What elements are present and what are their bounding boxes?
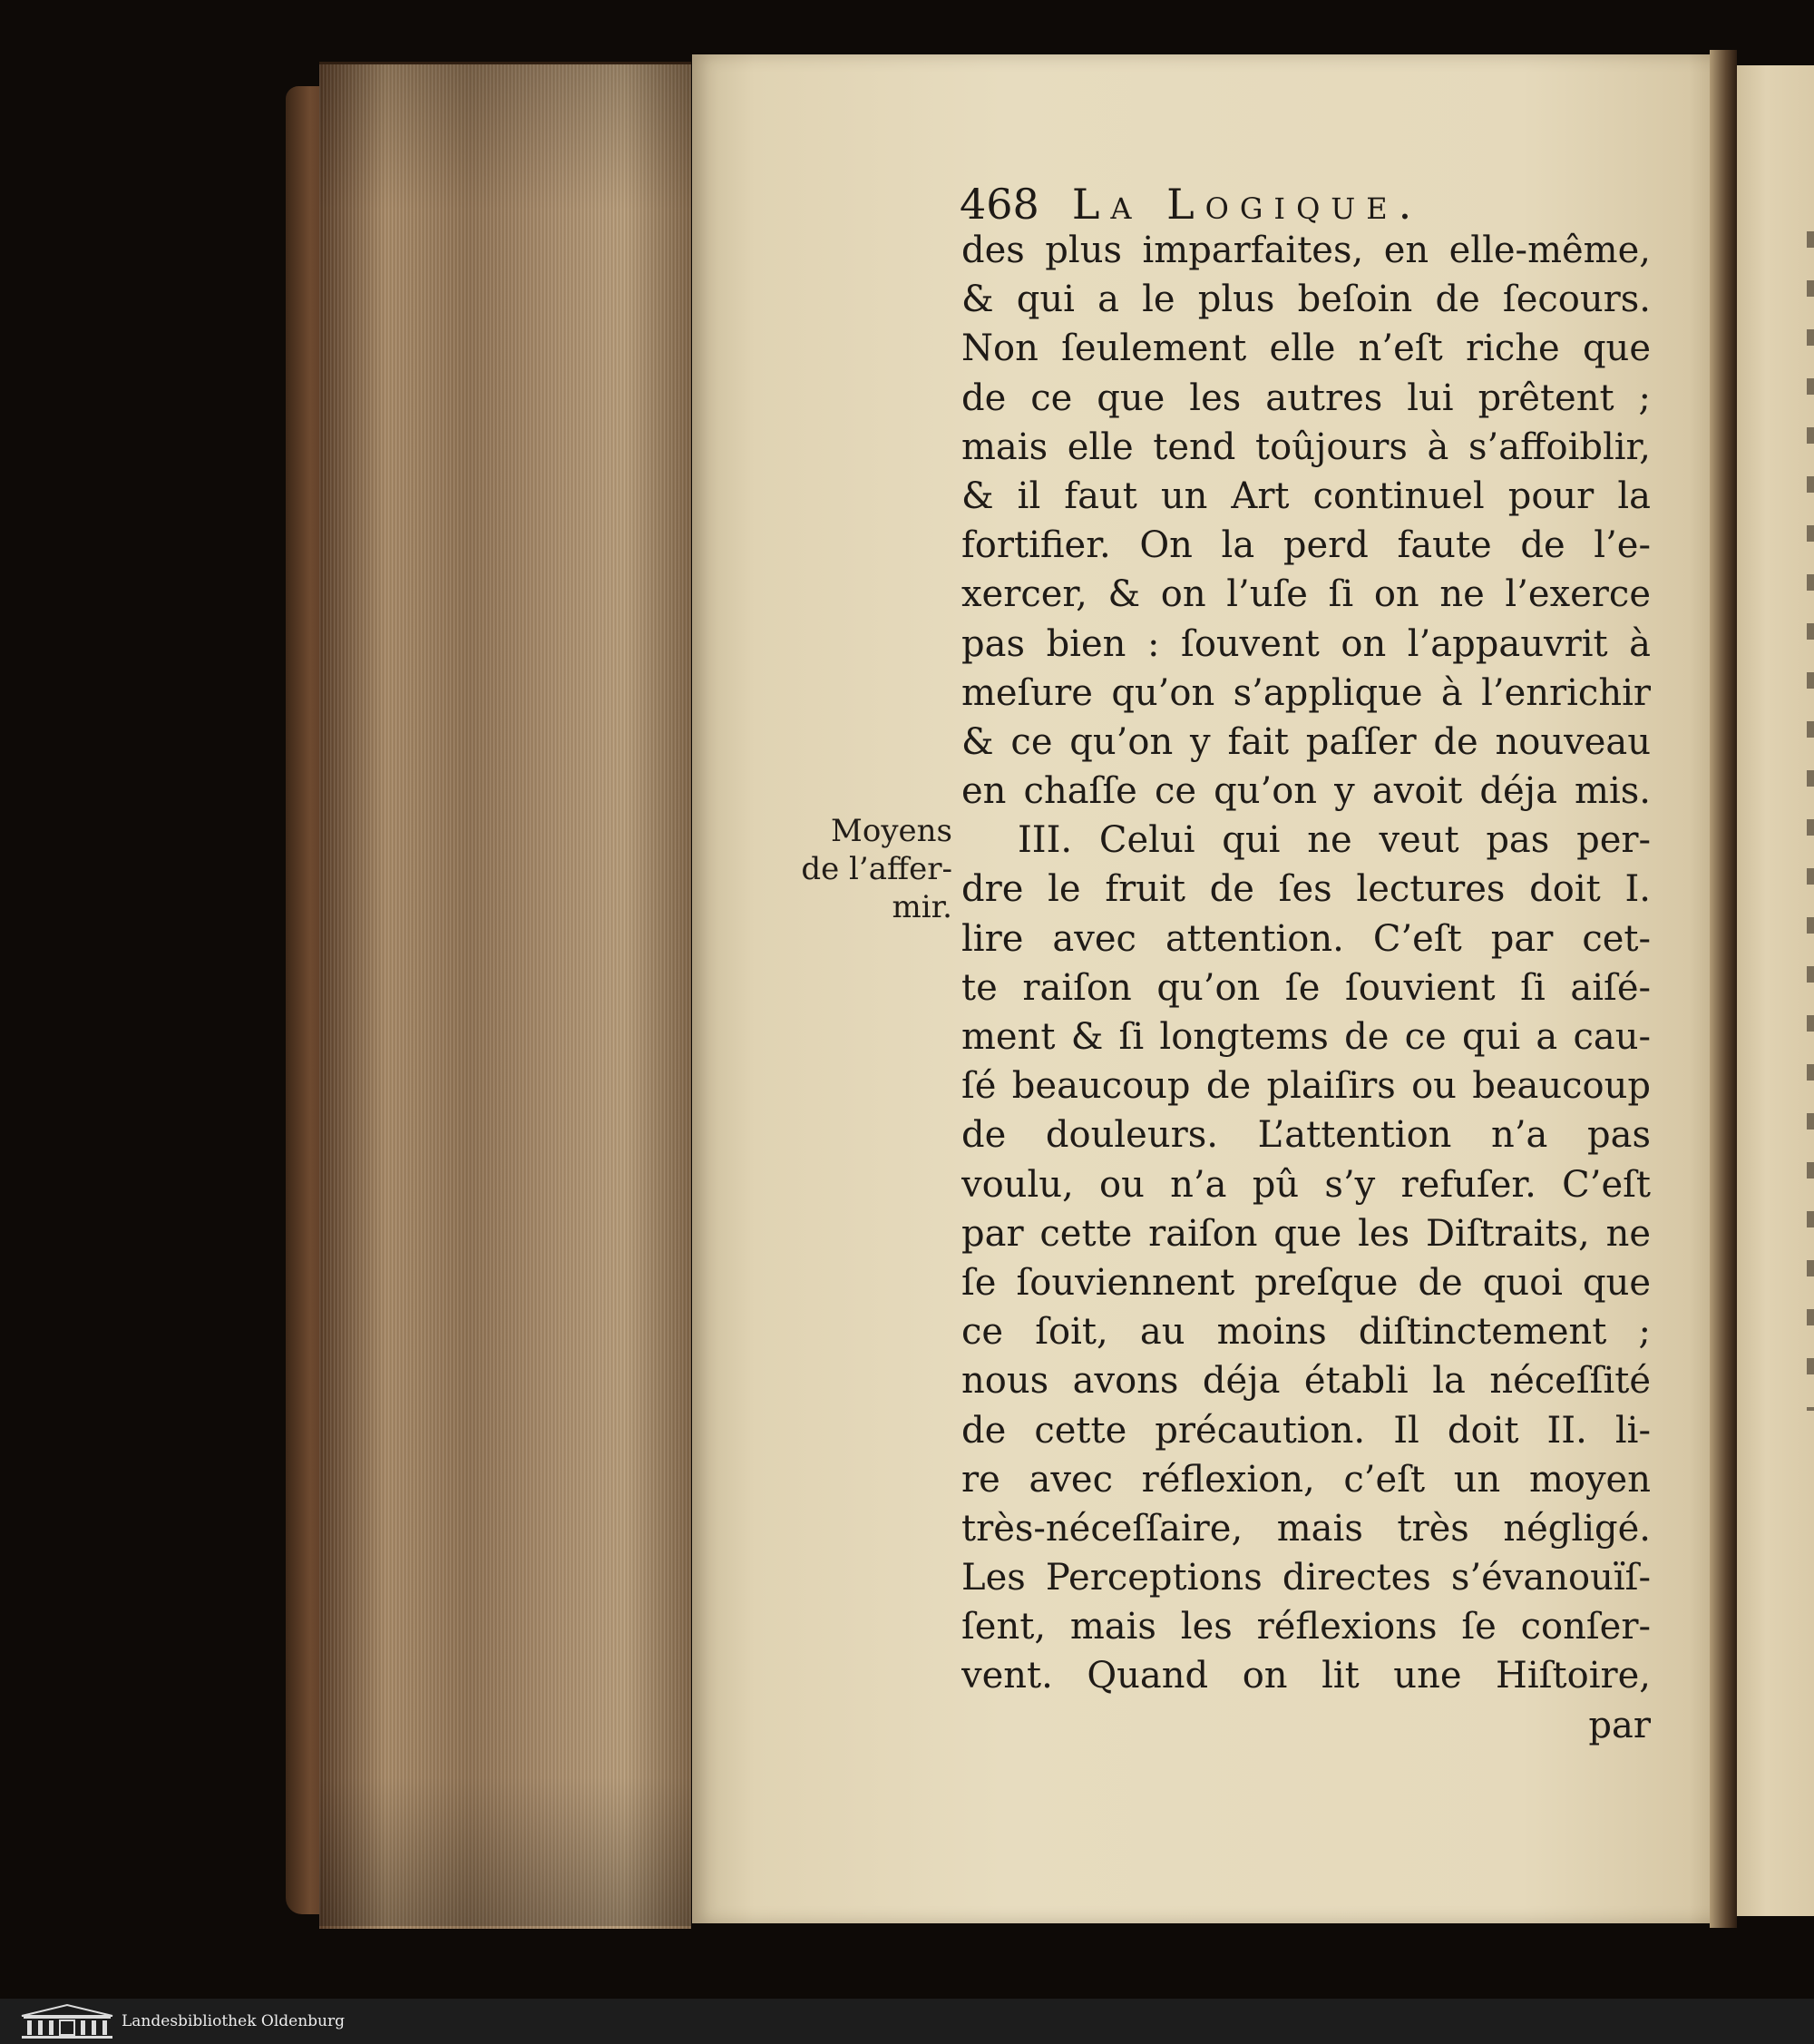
text-line: mais elle tend toûjours à s’affoiblir,	[961, 425, 1651, 468]
text-line: vent. Quand on lit une Hiſtoire,	[961, 1655, 1651, 1697]
text-line: re avec réflexion, c’eſt un moyen	[961, 1458, 1651, 1501]
library-name: Landesbibliothek Oldenburg	[122, 2012, 346, 2030]
text-line: nous avons déja établi la néceſſité	[961, 1360, 1651, 1403]
marginal-note-line: mir.	[892, 889, 952, 925]
viewer-footer	[0, 1999, 1814, 2044]
text-line: de douleurs. L’attention n’a pas	[961, 1114, 1651, 1157]
text-line: & ce qu’on y fait paſſer de nouveau	[961, 720, 1651, 763]
marginal-note-line: de l’affer-	[801, 851, 952, 887]
text-line: voulu, ou n’a pû s’y refuſer. C’eſt	[961, 1163, 1651, 1206]
running-title: La Logique.	[1071, 180, 1423, 229]
text-line: ſe ſouviennent preſque de quoi que	[961, 1261, 1651, 1304]
text-line: ce ſoit, au moins diſtinctement ;	[961, 1311, 1651, 1354]
text-line: xercer, & on l’uſe ſi on ne l’exerce	[961, 573, 1651, 616]
marginal-note	[798, 812, 952, 926]
text-line: de cette précaution. Il doit II. li-	[961, 1409, 1651, 1452]
text-line: de ce que les autres lui prêtent ;	[961, 377, 1651, 419]
facing-page-edge	[1734, 65, 1814, 1916]
text-line: très-néceſſaire, mais très négligé.	[961, 1507, 1651, 1550]
marginal-note-line: Moyens	[831, 813, 952, 849]
text-line: lire avec attention. C’eſt par cet-	[961, 917, 1651, 960]
text-line: fortifier. On la perd faute de l’e-	[961, 524, 1651, 567]
text-line: des plus imparfaites, en elle-même,	[961, 230, 1651, 271]
page-number: 468	[960, 180, 1039, 229]
text-line: & qui a le plus beſoin de ſecours.	[961, 279, 1651, 321]
page-body-text	[961, 226, 1651, 1750]
text-line: dre le fruit de ſes lectures doit I.	[961, 868, 1651, 911]
library-building-icon	[18, 2003, 116, 2039]
page-gutter	[1710, 50, 1737, 1928]
text-line: & il faut un Art continuel pour la	[961, 474, 1651, 517]
text-line: te raiſon qu’on ſe ſouvient ſi aiſé-	[961, 966, 1651, 1009]
page-block-shadow	[319, 62, 691, 1926]
text-line: meſure qu’on s’applique à l’enrichir	[961, 671, 1651, 714]
text-line: en chaſſe ce qu’on y avoit déja mis.	[961, 770, 1651, 813]
text-line: ment & ſi longtems de ce qui a cau-	[961, 1016, 1651, 1058]
text-line: pas bien : ſouvent on l’appauvrit à	[961, 622, 1651, 665]
text-line-paragraph-start: III. Celui qui ne veut pas per-	[1018, 819, 1651, 862]
catchword: par	[1588, 1704, 1651, 1746]
text-line: par cette raiſon que les Diſtraits, ne	[961, 1212, 1651, 1255]
text-line: Non ſeulement elle n’eſt riche que	[961, 328, 1651, 370]
text-line: Les Perceptions directes s’évanouïſ-	[961, 1557, 1651, 1599]
facing-page-text-fragments	[1807, 231, 1814, 1411]
text-line: ſent, mais les réflexions ſe conſer-	[961, 1606, 1651, 1648]
text-line: ſé beaucoup de plaiſirs ou beaucoup	[961, 1065, 1651, 1108]
